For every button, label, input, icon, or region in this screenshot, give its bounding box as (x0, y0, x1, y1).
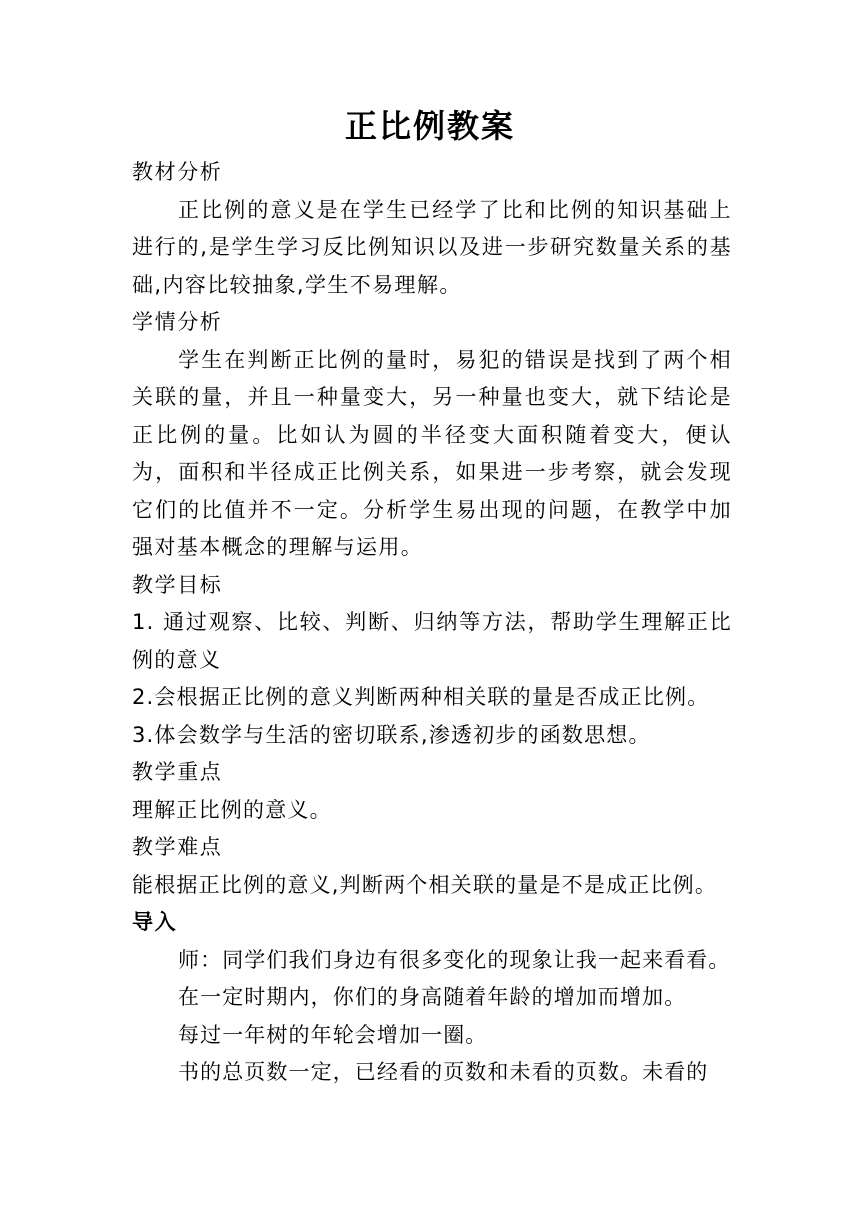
section-heading-material: 教材分析 (132, 160, 223, 184)
intro-line-4: 书的总页数一定，已经看的页数和未看的页数。未看的 (178, 1060, 709, 1084)
intro-line-1: 师：同学们我们身边有很多变化的现象让我一起来看看。 (178, 947, 731, 972)
goal-item-1: 1. 通过观察、比较、判断、归纳等方法，帮助学生理解正比例的意义 (132, 610, 732, 672)
key-point-text: 理解正比例的意义。 (132, 797, 332, 822)
difficulty-text: 能根据正比例的意义,判断两个相关联的量是不是成正比例。 (132, 872, 718, 897)
paragraph-learning: 学生在判断正比例的量时，易犯的错误是找到了两个相关联的量，并且一种量变大，另一种量也变大，就下结论是正比例的量。比如认为圆的半径变大面积随着变大，便认为，面积和半径成正比例关系，如果进一步考察，就会发现它们的比值并不一定。分析学生易出现的问题，在教学中加强对基本概念的理解与运用。 (132, 347, 732, 559)
section-heading-difficulty: 教学难点 (132, 835, 223, 859)
section-heading-goals: 教学目标 (132, 572, 223, 597)
section-heading-learning: 学情分析 (132, 310, 223, 334)
document-title: 正比例教案 (344, 107, 515, 145)
intro-line-3: 每过一年树的年轮会增加一圈。 (178, 1022, 488, 1047)
goal-item-3: 3.体会数学与生活的密切联系,渗透初步的函数思想。 (132, 722, 651, 747)
document-body (132, 154, 732, 1092)
section-heading-key-point: 教学重点 (132, 760, 223, 784)
intro-line-2: 在一定时期内，你们的身高随着年龄的增加而增加。 (178, 985, 687, 1009)
section-heading-intro: 导入 (132, 910, 178, 934)
paragraph-material: 正比例的意义是在学生已经学了比和比例的知识基础上进行的,是学生学习反比例知识以及进一步研究数量关系的基础,内容比较抽象,学生不易理解。 (132, 197, 732, 297)
goal-item-2: 2.会根据正比例的意义判断两种相关联的量是否成正比例。 (132, 685, 710, 709)
